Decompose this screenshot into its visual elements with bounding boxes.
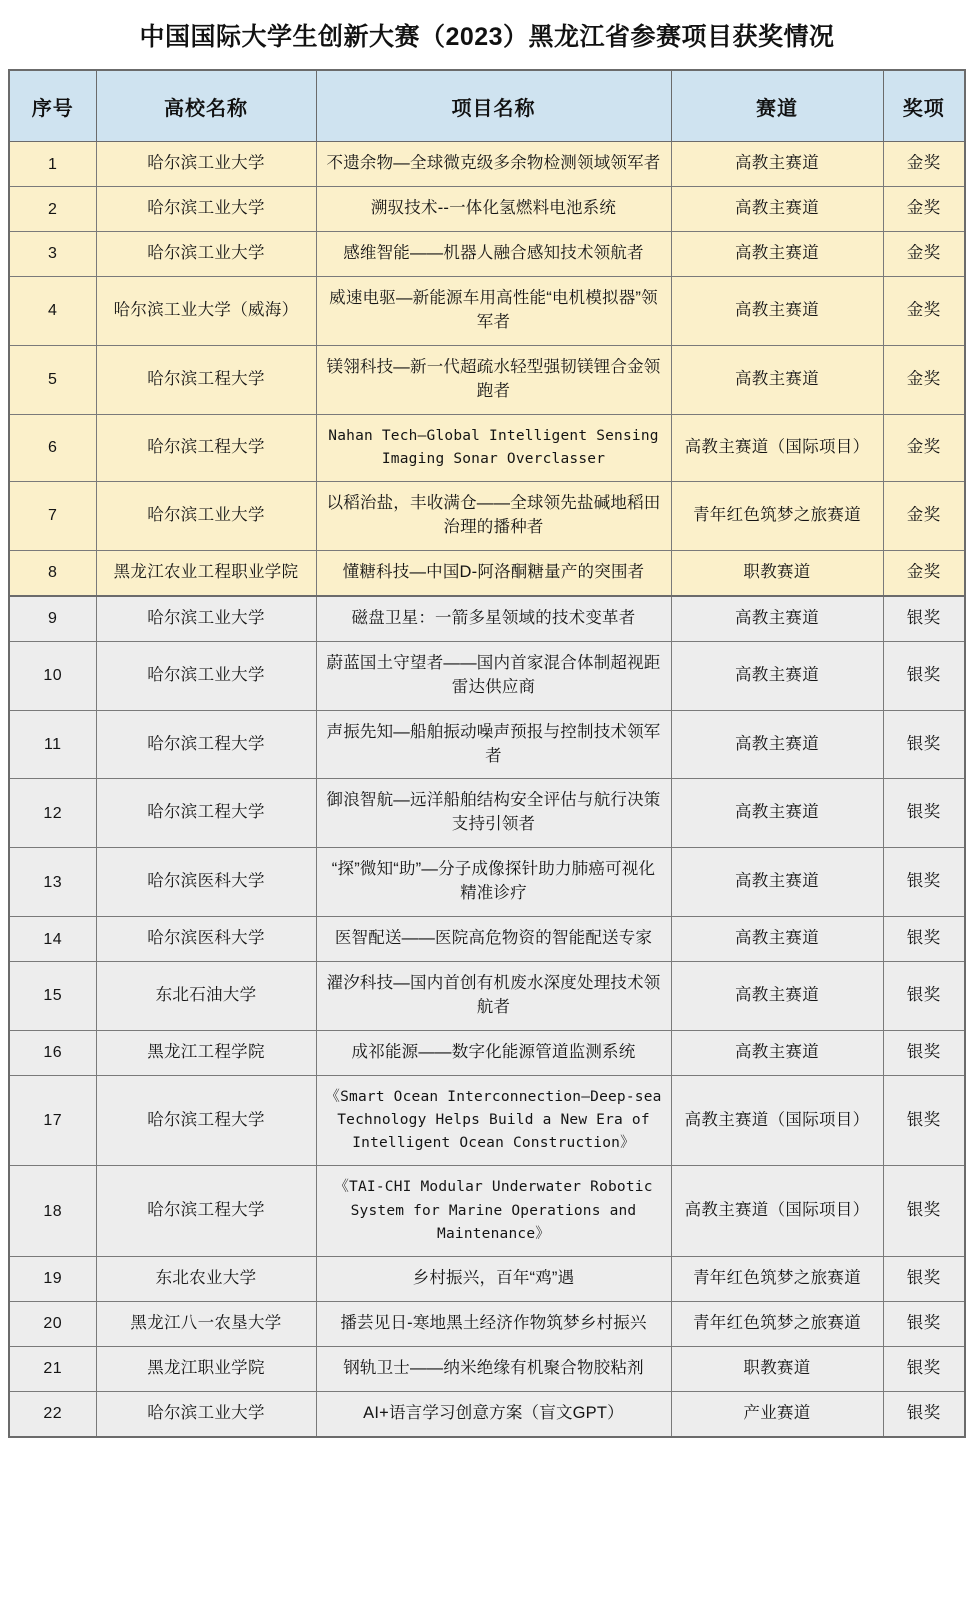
table-row xyxy=(9,232,965,277)
cell-index: 9 xyxy=(9,596,96,641)
cell-index: 12 xyxy=(9,779,96,848)
table-header-row xyxy=(9,70,965,142)
cell-index: 14 xyxy=(9,917,96,962)
cell-project: 以稻治盐，丰收满仓——全球领先盐碱地稻田治理的播种者 xyxy=(316,482,671,551)
table-row xyxy=(9,414,965,481)
cell-award: 银奖 xyxy=(883,1391,965,1436)
cell-award: 银奖 xyxy=(883,1346,965,1391)
cell-track: 高教主赛道（国际项目） xyxy=(671,1166,883,1257)
cell-index: 13 xyxy=(9,848,96,917)
cell-award: 银奖 xyxy=(883,1256,965,1301)
cell-index: 6 xyxy=(9,414,96,481)
cell-track: 高教主赛道 xyxy=(671,232,883,277)
page-title: 中国国际大学生创新大赛（2023）黑龙江省参赛项目获奖情况 xyxy=(139,23,835,51)
cell-index: 4 xyxy=(9,277,96,346)
cell-index: 3 xyxy=(9,232,96,277)
cell-project: 《TAI-CHI Modular Underwater Robotic System for Marine Operations and Maintenance》 xyxy=(316,1166,671,1257)
cell-school: 哈尔滨工程大学 xyxy=(96,345,316,414)
cell-index: 8 xyxy=(9,550,96,595)
cell-track: 青年红色筑梦之旅赛道 xyxy=(671,1256,883,1301)
cell-school: 哈尔滨工业大学 xyxy=(96,482,316,551)
table-row xyxy=(9,1391,965,1436)
table-row xyxy=(9,641,965,710)
cell-index: 5 xyxy=(9,345,96,414)
column-header-index: 序号 xyxy=(9,70,96,142)
cell-project: 镁翎科技—新一代超疏水轻型强韧镁锂合金领跑者 xyxy=(316,345,671,414)
cell-index: 2 xyxy=(9,187,96,232)
column-header-project: 项目名称 xyxy=(316,70,671,142)
cell-project: 濯汐科技—国内首创有机废水深度处理技术领航者 xyxy=(316,962,671,1031)
cell-school: 哈尔滨工程大学 xyxy=(96,1075,316,1166)
cell-school: 哈尔滨工程大学 xyxy=(96,779,316,848)
cell-track: 高教主赛道 xyxy=(671,710,883,779)
cell-track: 青年红色筑梦之旅赛道 xyxy=(671,482,883,551)
table-row xyxy=(9,917,965,962)
cell-award: 金奖 xyxy=(883,232,965,277)
cell-track: 高教主赛道 xyxy=(671,345,883,414)
table-row xyxy=(9,187,965,232)
table-row xyxy=(9,962,965,1031)
table-row xyxy=(9,596,965,641)
cell-school: 哈尔滨工业大学 xyxy=(96,142,316,187)
cell-award: 银奖 xyxy=(883,1301,965,1346)
cell-project: “探”微知“助”—分子成像探针助力肺癌可视化精准诊疗 xyxy=(316,848,671,917)
cell-track: 高教主赛道 xyxy=(671,277,883,346)
cell-index: 11 xyxy=(9,710,96,779)
cell-school: 哈尔滨工业大学 xyxy=(96,596,316,641)
cell-school: 哈尔滨工业大学（威海） xyxy=(96,277,316,346)
cell-school: 哈尔滨工业大学 xyxy=(96,1391,316,1436)
cell-school: 东北农业大学 xyxy=(96,1256,316,1301)
table-row xyxy=(9,1256,965,1301)
cell-project: 不遗余物—全球微克级多余物检测领域领军者 xyxy=(316,142,671,187)
cell-track: 高教主赛道 xyxy=(671,962,883,1031)
cell-track: 职教赛道 xyxy=(671,550,883,595)
cell-award: 银奖 xyxy=(883,1030,965,1075)
cell-index: 18 xyxy=(9,1166,96,1257)
cell-award: 金奖 xyxy=(883,187,965,232)
cell-award: 金奖 xyxy=(883,142,965,187)
cell-project: 御浪智航—远洋船舶结构安全评估与航行决策支持引领者 xyxy=(316,779,671,848)
cell-project: 医智配送——医院高危物资的智能配送专家 xyxy=(316,917,671,962)
cell-school: 哈尔滨工程大学 xyxy=(96,710,316,779)
cell-award: 金奖 xyxy=(883,277,965,346)
cell-award: 银奖 xyxy=(883,917,965,962)
cell-project: 成祁能源——数字化能源管道监测系统 xyxy=(316,1030,671,1075)
cell-award: 银奖 xyxy=(883,1075,965,1166)
cell-track: 高教主赛道 xyxy=(671,142,883,187)
cell-award: 金奖 xyxy=(883,414,965,481)
table-body xyxy=(9,142,965,1437)
cell-school: 黑龙江农业工程职业学院 xyxy=(96,550,316,595)
award-table xyxy=(8,69,966,1437)
table-row xyxy=(9,482,965,551)
cell-award: 银奖 xyxy=(883,848,965,917)
cell-award: 金奖 xyxy=(883,550,965,595)
cell-school: 黑龙江工程学院 xyxy=(96,1030,316,1075)
cell-track: 高教主赛道 xyxy=(671,641,883,710)
cell-index: 21 xyxy=(9,1346,96,1391)
cell-award: 银奖 xyxy=(883,641,965,710)
cell-project: AI+语言学习创意方案（盲文GPT） xyxy=(316,1391,671,1436)
cell-school: 黑龙江职业学院 xyxy=(96,1346,316,1391)
table-row xyxy=(9,1075,965,1166)
cell-track: 高教主赛道 xyxy=(671,596,883,641)
cell-project: 播芸见日-寒地黑土经济作物筑梦乡村振兴 xyxy=(316,1301,671,1346)
cell-track: 青年红色筑梦之旅赛道 xyxy=(671,1301,883,1346)
cell-track: 高教主赛道 xyxy=(671,1030,883,1075)
table-row xyxy=(9,710,965,779)
cell-project: 钢轨卫士——纳米绝缘有机聚合物胶粘剂 xyxy=(316,1346,671,1391)
cell-award: 银奖 xyxy=(883,596,965,641)
column-header-school: 高校名称 xyxy=(96,70,316,142)
cell-project: 溯驭技术--一体化氢燃料电池系统 xyxy=(316,187,671,232)
table-row xyxy=(9,345,965,414)
cell-track: 高教主赛道（国际项目） xyxy=(671,414,883,481)
cell-award: 金奖 xyxy=(883,345,965,414)
table-row xyxy=(9,277,965,346)
cell-project: 感维智能——机器人融合感知技术领航者 xyxy=(316,232,671,277)
cell-index: 19 xyxy=(9,1256,96,1301)
table-row xyxy=(9,779,965,848)
cell-school: 东北石油大学 xyxy=(96,962,316,1031)
table-row xyxy=(9,1346,965,1391)
cell-school: 哈尔滨工程大学 xyxy=(96,1166,316,1257)
cell-award: 银奖 xyxy=(883,1166,965,1257)
table-row xyxy=(9,1166,965,1257)
cell-index: 10 xyxy=(9,641,96,710)
cell-school: 哈尔滨工业大学 xyxy=(96,232,316,277)
cell-award: 金奖 xyxy=(883,482,965,551)
cell-award: 银奖 xyxy=(883,779,965,848)
table-row xyxy=(9,142,965,187)
cell-award: 银奖 xyxy=(883,962,965,1031)
cell-school: 哈尔滨医科大学 xyxy=(96,848,316,917)
column-header-track: 赛道 xyxy=(671,70,883,142)
cell-index: 7 xyxy=(9,482,96,551)
cell-school: 哈尔滨工程大学 xyxy=(96,414,316,481)
cell-track: 高教主赛道（国际项目） xyxy=(671,1075,883,1166)
cell-track: 高教主赛道 xyxy=(671,917,883,962)
cell-track: 高教主赛道 xyxy=(671,848,883,917)
cell-project: Nahan Tech—Global Intelligent Sensing Imaging Sonar Overclasser xyxy=(316,414,671,481)
column-header-award: 奖项 xyxy=(883,70,965,142)
cell-school: 黑龙江八一农垦大学 xyxy=(96,1301,316,1346)
cell-index: 15 xyxy=(9,962,96,1031)
table-row xyxy=(9,550,965,595)
cell-school: 哈尔滨医科大学 xyxy=(96,917,316,962)
cell-project: 《Smart Ocean Interconnection—Deep-sea Technology Helps Build a New Era of Intelligent Ocean Construction》 xyxy=(316,1075,671,1166)
cell-index: 22 xyxy=(9,1391,96,1436)
table-row xyxy=(9,1301,965,1346)
cell-track: 高教主赛道 xyxy=(671,779,883,848)
cell-track: 产业赛道 xyxy=(671,1391,883,1436)
cell-project: 威速电驱—新能源车用高性能“电机模拟器”领军者 xyxy=(316,277,671,346)
cell-index: 1 xyxy=(9,142,96,187)
cell-school: 哈尔滨工业大学 xyxy=(96,641,316,710)
table-row xyxy=(9,848,965,917)
table-row xyxy=(9,1030,965,1075)
cell-award: 银奖 xyxy=(883,710,965,779)
cell-index: 17 xyxy=(9,1075,96,1166)
cell-project: 乡村振兴，百年“鸡”遇 xyxy=(316,1256,671,1301)
table-header xyxy=(9,70,965,142)
cell-project: 懂糖科技—中国D-阿洛酮糖量产的突围者 xyxy=(316,550,671,595)
cell-track: 高教主赛道 xyxy=(671,187,883,232)
cell-index: 16 xyxy=(9,1030,96,1075)
cell-index: 20 xyxy=(9,1301,96,1346)
cell-project: 蔚蓝国土守望者——国内首家混合体制超视距雷达供应商 xyxy=(316,641,671,710)
cell-project: 磁盘卫星：一箭多星领域的技术变革者 xyxy=(316,596,671,641)
cell-school: 哈尔滨工业大学 xyxy=(96,187,316,232)
cell-project: 声振先知—船舶振动噪声预报与控制技术领军者 xyxy=(316,710,671,779)
cell-track: 职教赛道 xyxy=(671,1346,883,1391)
